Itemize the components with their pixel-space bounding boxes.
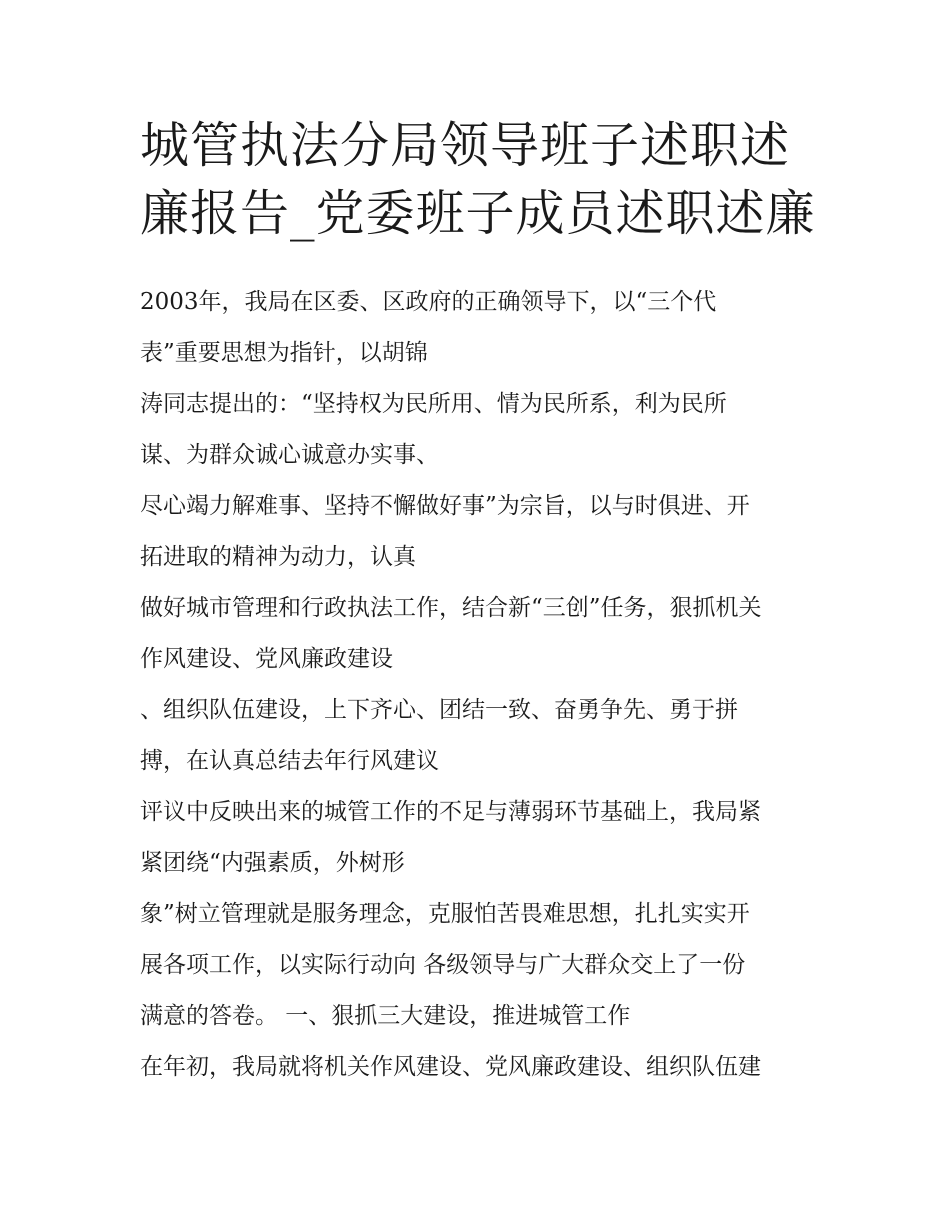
body-line: 搏，在认真总结去年行风建议 — [140, 748, 439, 774]
body-line: 、组织队伍建设，上下齐心、团结一致、奋勇争先、勇于拼 — [140, 697, 738, 723]
body-line: 拓进取的精神为动力，认真 — [140, 544, 416, 570]
document-title — [140, 112, 840, 248]
body-line: 评议中反映出来的城管工作的不足与薄弱环节基础上，我局紧 — [140, 799, 761, 825]
body-line: 象”树立管理就是服务理念，克服怕苦畏难思想，扎扎实实开 — [140, 901, 750, 927]
body-line: 做好城市管理和行政执法工作，结合新“三创”任务，狠抓机关 — [140, 595, 762, 621]
body-line: 表”重要思想为指针，以胡锦 — [140, 340, 428, 366]
body-line: 尽心竭力解难事、坚持不懈做好事”为宗旨，以与时俱进、开 — [140, 493, 750, 519]
body-line: 在年初，我局就将机关作风建设、党风廉政建设、组织队伍建 — [140, 1054, 761, 1080]
body-line: 满意的答卷。 一、狠抓三大建设，推进城管工作 — [140, 1003, 631, 1029]
document-body — [140, 280, 830, 1096]
body-line: 展各项工作，以实际行动向 各级领导与广大群众交上了一份 — [140, 952, 746, 978]
body-line: 涛同志提出的：“坚持权为民所用、情为民所系，利为民所 — [140, 391, 727, 417]
title-line: 廉报告_党委班子成员述职述廉 — [140, 185, 816, 242]
title-line: 城管执法分局领导班子述职述 — [140, 117, 791, 174]
body-line: 2003年，我局在区委、区政府的正确领导下，以“三个代 — [140, 289, 717, 315]
body-line: 紧团绕“内强素质，外树形 — [140, 850, 405, 876]
body-line: 谋、为群众诚心诚意办实事、 — [140, 442, 439, 468]
body-line: 作风建设、党风廉政建设 — [140, 646, 393, 672]
